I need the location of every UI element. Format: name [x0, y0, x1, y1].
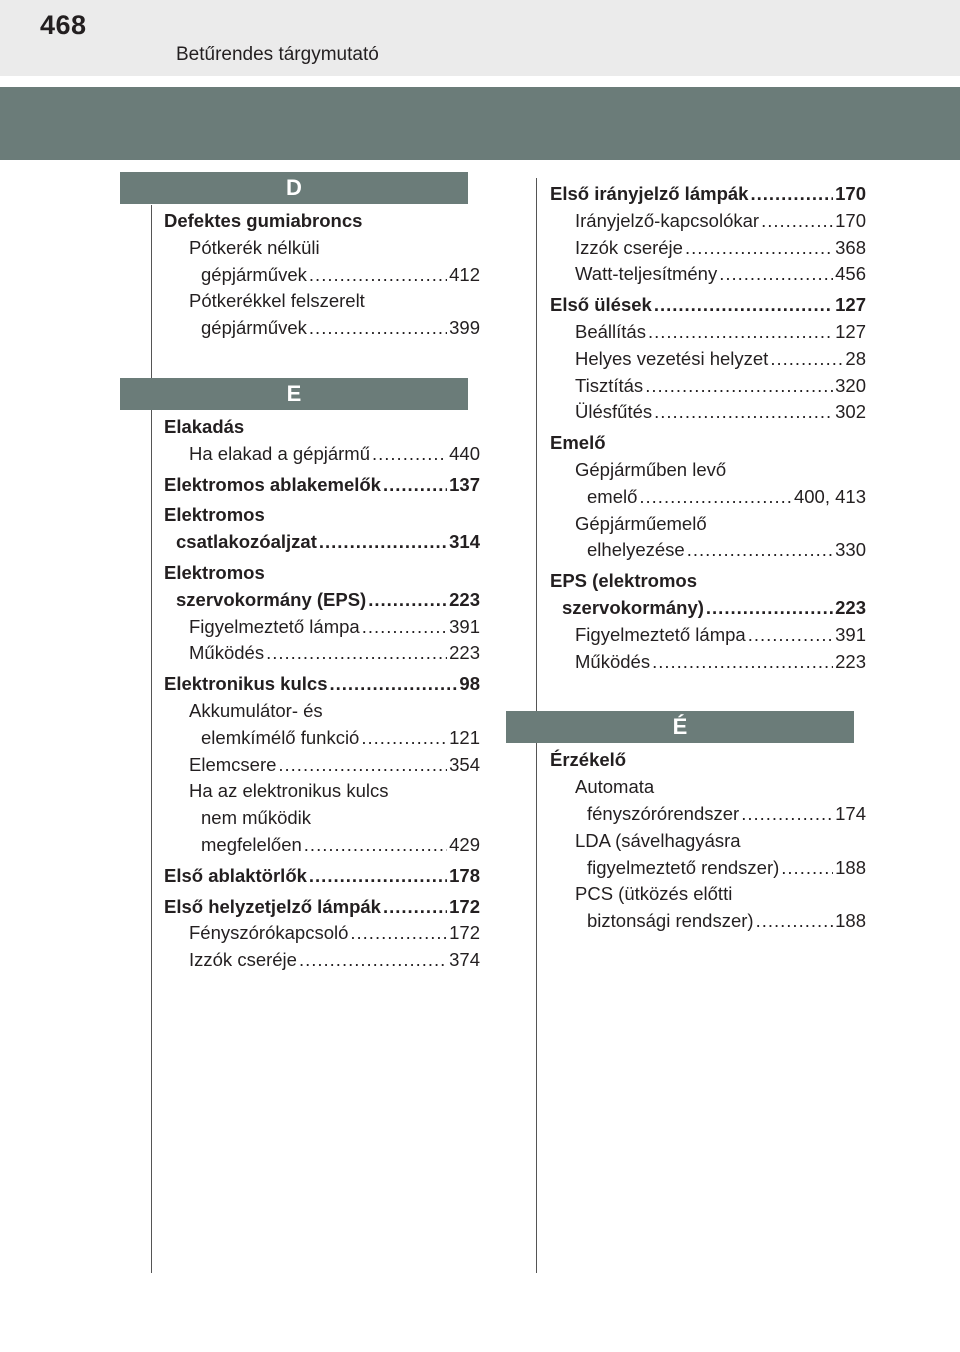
page-reference: 354 [449, 753, 480, 775]
index-subterm [164, 805, 480, 832]
leader-dots [770, 346, 843, 373]
index-subterm [164, 640, 480, 667]
entry-text: Elektromos [164, 504, 265, 526]
leader-dots [383, 472, 447, 499]
entry-text: Elektronikus kulcs [164, 673, 328, 695]
index-subterm [550, 484, 866, 511]
entry-text: EPS (elektromos [550, 570, 698, 592]
entry-text: Watt-teljesítmény [575, 263, 718, 285]
page-reference: 314 [449, 531, 480, 553]
page-reference: 391 [835, 623, 866, 645]
entry-text: Ha az elektronikus kulcs [189, 780, 389, 802]
page-reference: 223 [835, 596, 866, 618]
leader-dots [372, 441, 447, 468]
entry-text: Emelő [550, 432, 606, 454]
entry-text: Első helyzetjelző lámpák [164, 895, 381, 917]
leader-dots [706, 595, 833, 622]
page-number: 468 [40, 10, 87, 40]
right-column [550, 177, 866, 935]
entry-text: Izzók cseréje [189, 949, 297, 971]
page-reference: 391 [449, 615, 480, 637]
leader-dots [748, 622, 833, 649]
section-spacer [550, 675, 866, 711]
entry-text: Elektromos [164, 561, 265, 583]
page-reference: 188 [835, 856, 866, 878]
leader-dots [329, 671, 457, 698]
entry-text: Automata [575, 776, 655, 798]
page-reference: 121 [449, 726, 480, 748]
entry-text: nem működik [201, 807, 312, 829]
entry-text: Ülésfűtés [575, 401, 653, 423]
section-letter-d: D [120, 172, 468, 204]
entry-text: gépjárművek [201, 317, 307, 339]
leader-dots [319, 529, 447, 556]
page-reference: 399 [449, 317, 480, 339]
entry-text: Irányjelző-kapcsolókar [575, 209, 760, 231]
entry-text: PCS (ütközés előtti [575, 883, 733, 905]
entry-text: LDA (sávelhagyásra [575, 829, 741, 851]
index-term [550, 181, 866, 208]
left-column-rule [151, 205, 152, 1273]
leader-dots [652, 649, 833, 676]
index-subterm [550, 261, 866, 288]
entry-text: Akkumulátor- és [189, 699, 323, 721]
index-term [164, 560, 480, 587]
index-entry [164, 894, 480, 974]
page-reference: 223 [449, 588, 480, 610]
entry-text: Érzékelő [550, 749, 627, 771]
index-term [164, 894, 480, 921]
section-spacer [164, 342, 480, 378]
index-term [164, 587, 480, 614]
page-title: Betűrendes tárgymutató [176, 44, 379, 65]
index-subterm [164, 262, 480, 289]
index-entry [550, 181, 866, 288]
entry-text: Pótkerék nélküli [189, 236, 320, 258]
entry-text: Figyelmeztető lámpa [575, 623, 746, 645]
index-subterm [550, 622, 866, 649]
entry-text: figyelmeztető rendszer) [587, 856, 780, 878]
entry-text: Pótkerékkel felszerelt [189, 290, 365, 312]
index-entry [550, 292, 866, 426]
index-subterm [550, 373, 866, 400]
entry-text: biztonsági rendszer) [587, 910, 754, 932]
page-reference: 170 [835, 209, 866, 231]
index-entry [164, 208, 480, 342]
index-subterm [550, 319, 866, 346]
page-reference: 170 [835, 183, 866, 204]
leader-dots [299, 947, 447, 974]
index-subterm [550, 774, 866, 801]
entry-text: szervokormány) [562, 596, 704, 618]
index-subterm [550, 908, 866, 935]
index-term [164, 671, 480, 698]
page-reference: 98 [459, 673, 480, 695]
entry-text: gépjárművek [201, 263, 307, 285]
leader-dots [350, 920, 447, 947]
leader-dots [756, 908, 834, 935]
leader-dots [685, 235, 833, 262]
leader-dots [309, 315, 447, 342]
index-subterm [550, 511, 866, 538]
header-bar [0, 0, 960, 76]
leader-dots [781, 855, 833, 882]
entry-text: megfelelően [201, 833, 302, 855]
leader-dots [750, 181, 833, 208]
leader-dots [278, 752, 447, 779]
page-reference: 223 [835, 650, 866, 672]
index-entry [550, 430, 866, 564]
index-term [550, 292, 866, 319]
index-term [164, 414, 480, 441]
index-term [550, 747, 866, 774]
entry-text: Defektes gumiabroncs [164, 210, 363, 231]
page-reference: 429 [449, 833, 480, 855]
header-band [0, 87, 960, 160]
entry-text: Működés [575, 650, 651, 672]
page-reference: 174 [835, 802, 866, 824]
entry-text: Első irányjelző lámpák [550, 183, 749, 204]
index-term [550, 430, 866, 457]
leader-dots [361, 725, 447, 752]
section-letter-e: E [120, 378, 468, 410]
index-entry [164, 472, 480, 499]
leader-dots [654, 292, 833, 319]
page-reference: 320 [835, 374, 866, 396]
leader-dots [654, 399, 833, 426]
leader-dots [687, 537, 833, 564]
index-entry [164, 863, 480, 890]
page-reference: 412 [449, 263, 480, 285]
page-reference: 172 [449, 922, 480, 944]
page-reference: 188 [835, 910, 866, 932]
leader-dots [639, 484, 792, 511]
leader-dots [309, 262, 447, 289]
entry-text: Elektromos ablakemelők [164, 473, 381, 495]
index-subterm [164, 698, 480, 725]
leader-dots [383, 894, 447, 921]
page-reference: 172 [449, 895, 480, 917]
index-subterm [550, 457, 866, 484]
index-subterm [164, 778, 480, 805]
page-reference: 440 [449, 442, 480, 464]
page-reference: 374 [449, 949, 480, 971]
index-subterm [550, 537, 866, 564]
index-entry [550, 568, 866, 675]
page-reference: 127 [835, 320, 866, 342]
leader-dots [304, 832, 447, 859]
page-reference: 302 [835, 401, 866, 423]
leader-dots [362, 614, 447, 641]
entry-text: Gépjárműemelő [575, 512, 707, 534]
page-reference: 137 [449, 473, 480, 495]
index-subterm [550, 855, 866, 882]
index-subterm [164, 441, 480, 468]
index-subterm [164, 235, 480, 262]
entry-text: Gépjárműben levő [575, 458, 727, 480]
index-subterm [164, 315, 480, 342]
entry-text: Fényszórókapcsoló [189, 922, 349, 944]
entry-text: fényszórórendszer [587, 802, 740, 824]
page-reference: 223 [449, 642, 480, 664]
entry-text: emelő [587, 485, 638, 507]
leader-dots [719, 261, 833, 288]
index-subterm [550, 346, 866, 373]
section-letter-e-accent: É [506, 711, 854, 743]
leader-dots [648, 319, 833, 346]
index-term [164, 208, 480, 235]
index-term [164, 472, 480, 499]
page-reference: 178 [449, 864, 480, 886]
page-reference: 400, 413 [793, 485, 866, 507]
entry-text: Első ablaktörlők [164, 864, 307, 886]
entry-text: Beállítás [575, 320, 646, 342]
entry-text: Elemcsere [189, 753, 277, 775]
index-subterm [164, 832, 480, 859]
entry-text: csatlakozóaljzat [176, 531, 317, 553]
page-reference: 28 [845, 347, 866, 369]
index-subterm [164, 725, 480, 752]
index-entry [164, 560, 480, 667]
entry-text: Izzók cseréje [575, 236, 683, 258]
index-subterm [550, 235, 866, 262]
index-subterm [550, 649, 866, 676]
entry-text: Helyes vezetési helyzet [575, 347, 769, 369]
entry-text: Figyelmeztető lámpa [189, 615, 360, 637]
index-subterm [550, 801, 866, 828]
page-reference: 127 [835, 294, 866, 316]
entry-text: Tisztítás [575, 374, 644, 396]
page-reference: 368 [835, 236, 866, 258]
entry-text: Ha elakad a gépjármű [189, 442, 370, 464]
index-subterm [164, 947, 480, 974]
index-term [164, 529, 480, 556]
entry-text: Első ülések [550, 294, 652, 316]
index-subterm [164, 614, 480, 641]
index-subterm [550, 828, 866, 855]
leader-dots [645, 373, 833, 400]
index-entry [164, 502, 480, 556]
leader-dots [266, 640, 447, 667]
entry-text: elemkímélő funkció [201, 726, 360, 748]
page-reference: 330 [835, 539, 866, 561]
page-reference: 456 [835, 263, 866, 285]
index-entry [550, 747, 866, 935]
entry-text: Működés [189, 642, 265, 664]
index-term [550, 568, 866, 595]
index-entry [164, 414, 480, 468]
index-term [164, 502, 480, 529]
leader-dots [368, 587, 447, 614]
index-subterm [164, 752, 480, 779]
entry-text: elhelyezése [587, 539, 685, 561]
index-subterm [164, 288, 480, 315]
entry-text: szervokormány (EPS) [176, 588, 367, 610]
leader-dots [761, 208, 833, 235]
index-term [550, 595, 866, 622]
index-term [164, 863, 480, 890]
leader-dots [741, 801, 833, 828]
index-subterm [550, 881, 866, 908]
index-subterm [550, 399, 866, 426]
left-column [164, 172, 480, 974]
entry-text: Elakadás [164, 415, 245, 437]
index-entry [164, 671, 480, 859]
index-subterm [550, 208, 866, 235]
index-subterm [164, 920, 480, 947]
leader-dots [309, 863, 447, 890]
